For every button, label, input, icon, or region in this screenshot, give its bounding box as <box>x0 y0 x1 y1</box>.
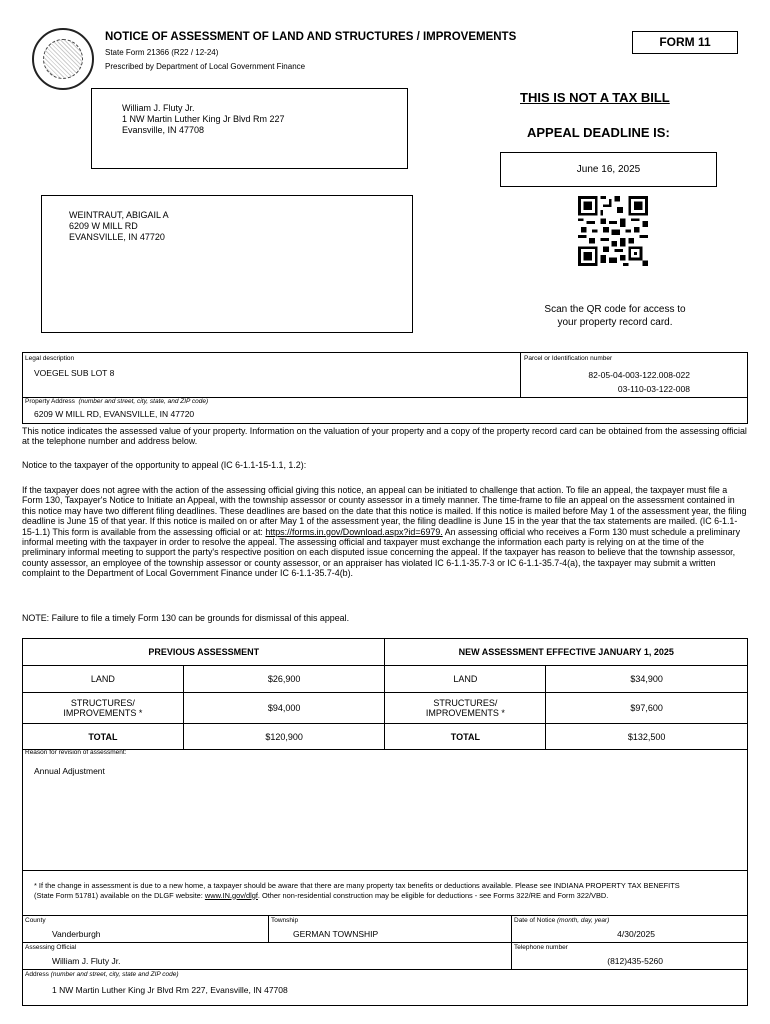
sender-street: 1 NW Martin Luther King Jr Blvd Rm 227 <box>122 114 285 124</box>
intro-paragraph: This notice indicates the assessed value of your property. Information on the valuation of your property and a copy of the property record card can be obtained from the assessing official at the telephone number and address below. <box>22 426 747 447</box>
prev-total-label: TOTAL <box>23 724 184 750</box>
reason-label: Reason for revision of assessment: <box>25 749 127 756</box>
assessment-table <box>22 638 748 750</box>
recipient-city: EVANSVILLE, IN 47720 <box>69 232 165 242</box>
county-label: County <box>25 917 46 924</box>
township-label: Township <box>271 917 299 924</box>
prescribed-by: Prescribed by Department of Local Government Finance <box>105 62 306 71</box>
parcel-alt-number: 03-110-03-122-008 <box>617 384 690 394</box>
property-address-value: 6209 W MILL RD, EVANSVILLE, IN 47720 <box>34 409 195 419</box>
township-value: GERMAN TOWNSHIP <box>293 929 379 939</box>
date-of-notice-hint: (month, day, year) <box>557 917 610 924</box>
sender-name: William J. Fluty Jr. <box>122 103 195 113</box>
reason-and-official-block <box>22 747 748 1006</box>
property-info-table <box>22 352 748 424</box>
page-title: NOTICE OF ASSESSMENT OF LAND AND STRUCTURES / IMPROVEMENTS <box>105 31 517 43</box>
appeal-text-part-2: An assessing official who receives a Form 130 must schedule a preliminary informal meeting with the taxpayer in order to resolve the appeal. The assessing official and taxpayer must exchange the information each party is relying on at the time of the preliminary informal meeting to support the party's respective position on each disputed issue concerning the appeal. If the taxpayer has reason to believe that the township assessor, county assessor, an employee of the township assessor or county assessor, or an appraiser has violated IC 6-1.1-35.7-3 or IC 6-1.1-35.7-4(a), the taxpayer may submit a written complaint to the Department of Local Government Finance under IC 6-1.1-35.7-4(b). <box>22 526 741 579</box>
sender-address-box <box>91 88 408 169</box>
legal-description-label: Legal description <box>25 355 75 362</box>
prev-structures-label: STRUCTURES/ IMPROVEMENTS * <box>23 693 184 724</box>
qr-code-icon[interactable] <box>578 196 648 266</box>
new-structures-value: $97,600 <box>546 693 748 724</box>
assessing-official-value: William J. Fluty Jr. <box>52 956 121 966</box>
official-address-hint: (number and street, city, state and ZIP code) <box>50 971 179 978</box>
new-total-label: TOTAL <box>385 724 546 750</box>
reason-value: Annual Adjustment <box>34 766 105 776</box>
previous-assessment-header: PREVIOUS ASSESSMENT <box>23 639 385 666</box>
prev-land-label: LAND <box>23 666 184 693</box>
telephone-label: Telephone number <box>514 944 568 951</box>
telephone-value: (812)435-5260 <box>607 956 663 966</box>
state-form-number: State Form 21366 (R22 / 12-24) <box>105 48 219 57</box>
new-assessment-header: NEW ASSESSMENT EFFECTIVE JANUARY 1, 2025 <box>385 639 748 666</box>
parcel-number: 82-05-04-003-122.008-022 <box>588 370 690 380</box>
appeal-deadline-heading: APPEAL DEADLINE IS: <box>527 125 670 140</box>
official-address-label: Address <box>25 971 49 978</box>
prev-total-value: $120,900 <box>183 724 385 750</box>
date-of-notice-label: Date of Notice <box>514 917 556 924</box>
county-value: Vanderburgh <box>52 929 101 939</box>
note-paragraph: NOTE: Failure to file a timely Form 130 can be grounds for dismissal of this appeal. <box>22 613 350 623</box>
assessing-official-label: Assessing Official <box>25 944 77 951</box>
recipient-address-box <box>41 195 413 333</box>
new-land-label: LAND <box>385 666 546 693</box>
qr-instructions-line-2: your property record card. <box>557 317 673 328</box>
footnote: * If the change in assessment is due to a new home, a taxpayer should be aware that there are many property tax benefits or deductions available. Please see INDIANA PROPERTY TAX BENEFITS (State Form 51781) available on the DLGF website: www.IN.gov/dlgf. Other non-residential construction may be eligible for deductions - see Forms 322/RE and Form 322/VBD. <box>34 881 680 900</box>
new-total-value: $132,500 <box>546 724 748 750</box>
appeal-text-part-1: If the taxpayer does not agree with the action of the assessing official giving this notice, an appeal can be initiated to challenge that action. To file an appeal, the taxpayer must file a Form 130, Taxpayer's Notice to Initiate an Appeal, with the township assessor or county assessor in a timely manner. The time-frame to file an appeal on the assessment contained in this notice may have two different filing deadlines. These deadlines are based on the date that this notice is mailed. If this notice is mailed before May 1 of the assessment year, the filing deadline is June 15 of that year. If this notice is mailed on or after May 1 of the assessment year, the filing deadline is June 15 in the year that the tax statements are mailed. (IC 6-1.1-15-1.1) This form is available from the assessing official or at: <box>22 485 747 537</box>
property-address-hint: (number and street, city, state, and ZIP code) <box>78 398 209 405</box>
new-structures-label: STRUCTURES/ IMPROVEMENTS * <box>385 693 546 724</box>
official-address-value: 1 NW Martin Luther King Jr Blvd Rm 227, Evansville, IN 47708 <box>52 985 288 995</box>
prev-structures-value: $94,000 <box>183 693 385 724</box>
dlgf-website-link[interactable]: www.IN.gov/dlgf <box>204 890 258 900</box>
appeal-paragraph <box>22 485 748 579</box>
sender-city: Evansville, IN 47708 <box>122 125 205 135</box>
form-130-link[interactable]: https://forms.in.gov/Download.aspx?id=6979. <box>265 526 443 537</box>
parcel-label: Parcel or Identification number <box>524 355 613 362</box>
recipient-street: 6209 W MILL RD <box>69 221 138 231</box>
not-tax-bill-heading: THIS IS NOT A TAX BILL <box>520 90 670 105</box>
recipient-name: WEINTRAUT, ABIGAIL A <box>69 210 169 220</box>
state-seal-icon <box>32 28 94 90</box>
appeal-deadline-date: June 16, 2025 <box>500 152 717 187</box>
form-number-badge: FORM 11 <box>632 31 738 54</box>
qr-instructions <box>520 303 710 329</box>
prev-land-value: $26,900 <box>183 666 385 693</box>
appeal-notice-heading: Notice to the taxpayer of the opportunity to appeal (IC 6-1.1-15-1.1, 1.2): <box>22 460 307 470</box>
property-address-label: Property Address <box>25 398 75 405</box>
new-land-value: $34,900 <box>546 666 748 693</box>
date-of-notice-value: 4/30/2025 <box>617 929 655 939</box>
qr-instructions-line-1: Scan the QR code for access to <box>544 304 686 315</box>
legal-description-value: VOEGEL SUB LOT 8 <box>34 368 115 378</box>
